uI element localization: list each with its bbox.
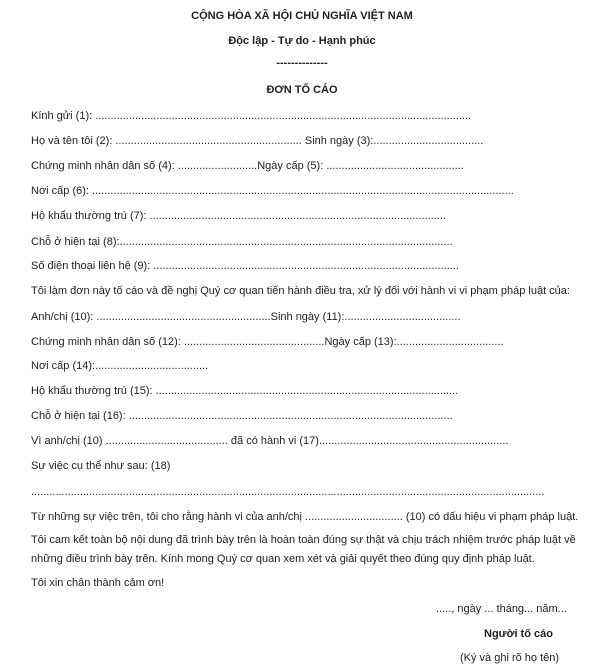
document-title: ĐƠN TỐ CÁO [266,84,338,96]
accused-issued-place-line: Nơi cấp (14):..................................... [31,360,209,372]
facts-label: Sự việc cụ thể như sau: (18) [31,460,171,472]
accused-current-address-line: Chỗ ở hiện tại (16): .......................................................................................................... [31,410,453,422]
divider: -------------- [276,57,328,69]
request-line: Tôi làm đơn này tố cáo và đề nghị Quý cơ quan tiến hành điều tra, xử lý đối với hành vi vi phạm pháp luật của: [31,285,570,297]
id-number-line: Chứng minh nhân dân số (4): ..........................Ngày cấp (5): ............................................. [31,160,464,172]
country-heading: CỘNG HÒA XÃ HỘI CHỦ NGHĨA VIỆT NAM [191,10,413,22]
thanks-line: Tôi xin chân thành cảm ơn! [31,577,165,589]
issued-place-line: Nơi cấp (6): .......................................................................................................................................... [31,185,514,197]
current-address-line: Chỗ ở hiện tại (8):............................................................................................................. [31,236,453,248]
permanent-residence-line: Hộ khẩu thường trú (7): ................................................................................................. [31,210,446,222]
signature-date: ....., ngày ... tháng... năm... [436,603,567,615]
commitment-paragraph: Tôi cam kết toàn bộ nội dung đã trình bày trên là hoàn toàn đúng sự thật và chịu trách nhiệm trước pháp luật về những điều trình bày trên. Kính mong Quý cơ quan xem xét và giải quyết theo đúng quy định pháp luật. [31,534,576,565]
phone-line: Số điện thoại liên hệ (9): .................................................................................................... [31,260,459,272]
conclusion-line: Từ những sự việc trên, tôi cho rằng hành vi của anh/chị ................................ (10) có dấu hiệu vi phạm pháp luật. [31,511,579,523]
signature-role: Người tố cáo [484,628,553,640]
accused-name-line: Anh/chị (10): .........................................................Sinh ngày (11):...................................... [31,311,461,323]
facts-line: ........................................................................................................................................................................ [31,486,545,498]
recipient-line: Kính gửi (1): ........................................................................................................................... [31,110,472,122]
signature-note: (Ký và ghi rõ họ tên) [460,652,560,664]
full-name-line: Họ và tên tôi (2): ............................................................. Sinh ngày (3):.................................... [31,135,484,147]
accused-permanent-residence-line: Hộ khẩu thường trú (15): ................................................................................................... [31,385,459,397]
motto: Độc lập - Tự do - Hạnh phúc [228,35,376,47]
accused-id-line: Chứng minh nhân dân số (12): ..............................................Ngày cấp (13):................................... [31,336,504,348]
accused-act-line: Vì anh/chị (10) ........................................ đã có hành vi (17).............................................................. [31,435,509,447]
